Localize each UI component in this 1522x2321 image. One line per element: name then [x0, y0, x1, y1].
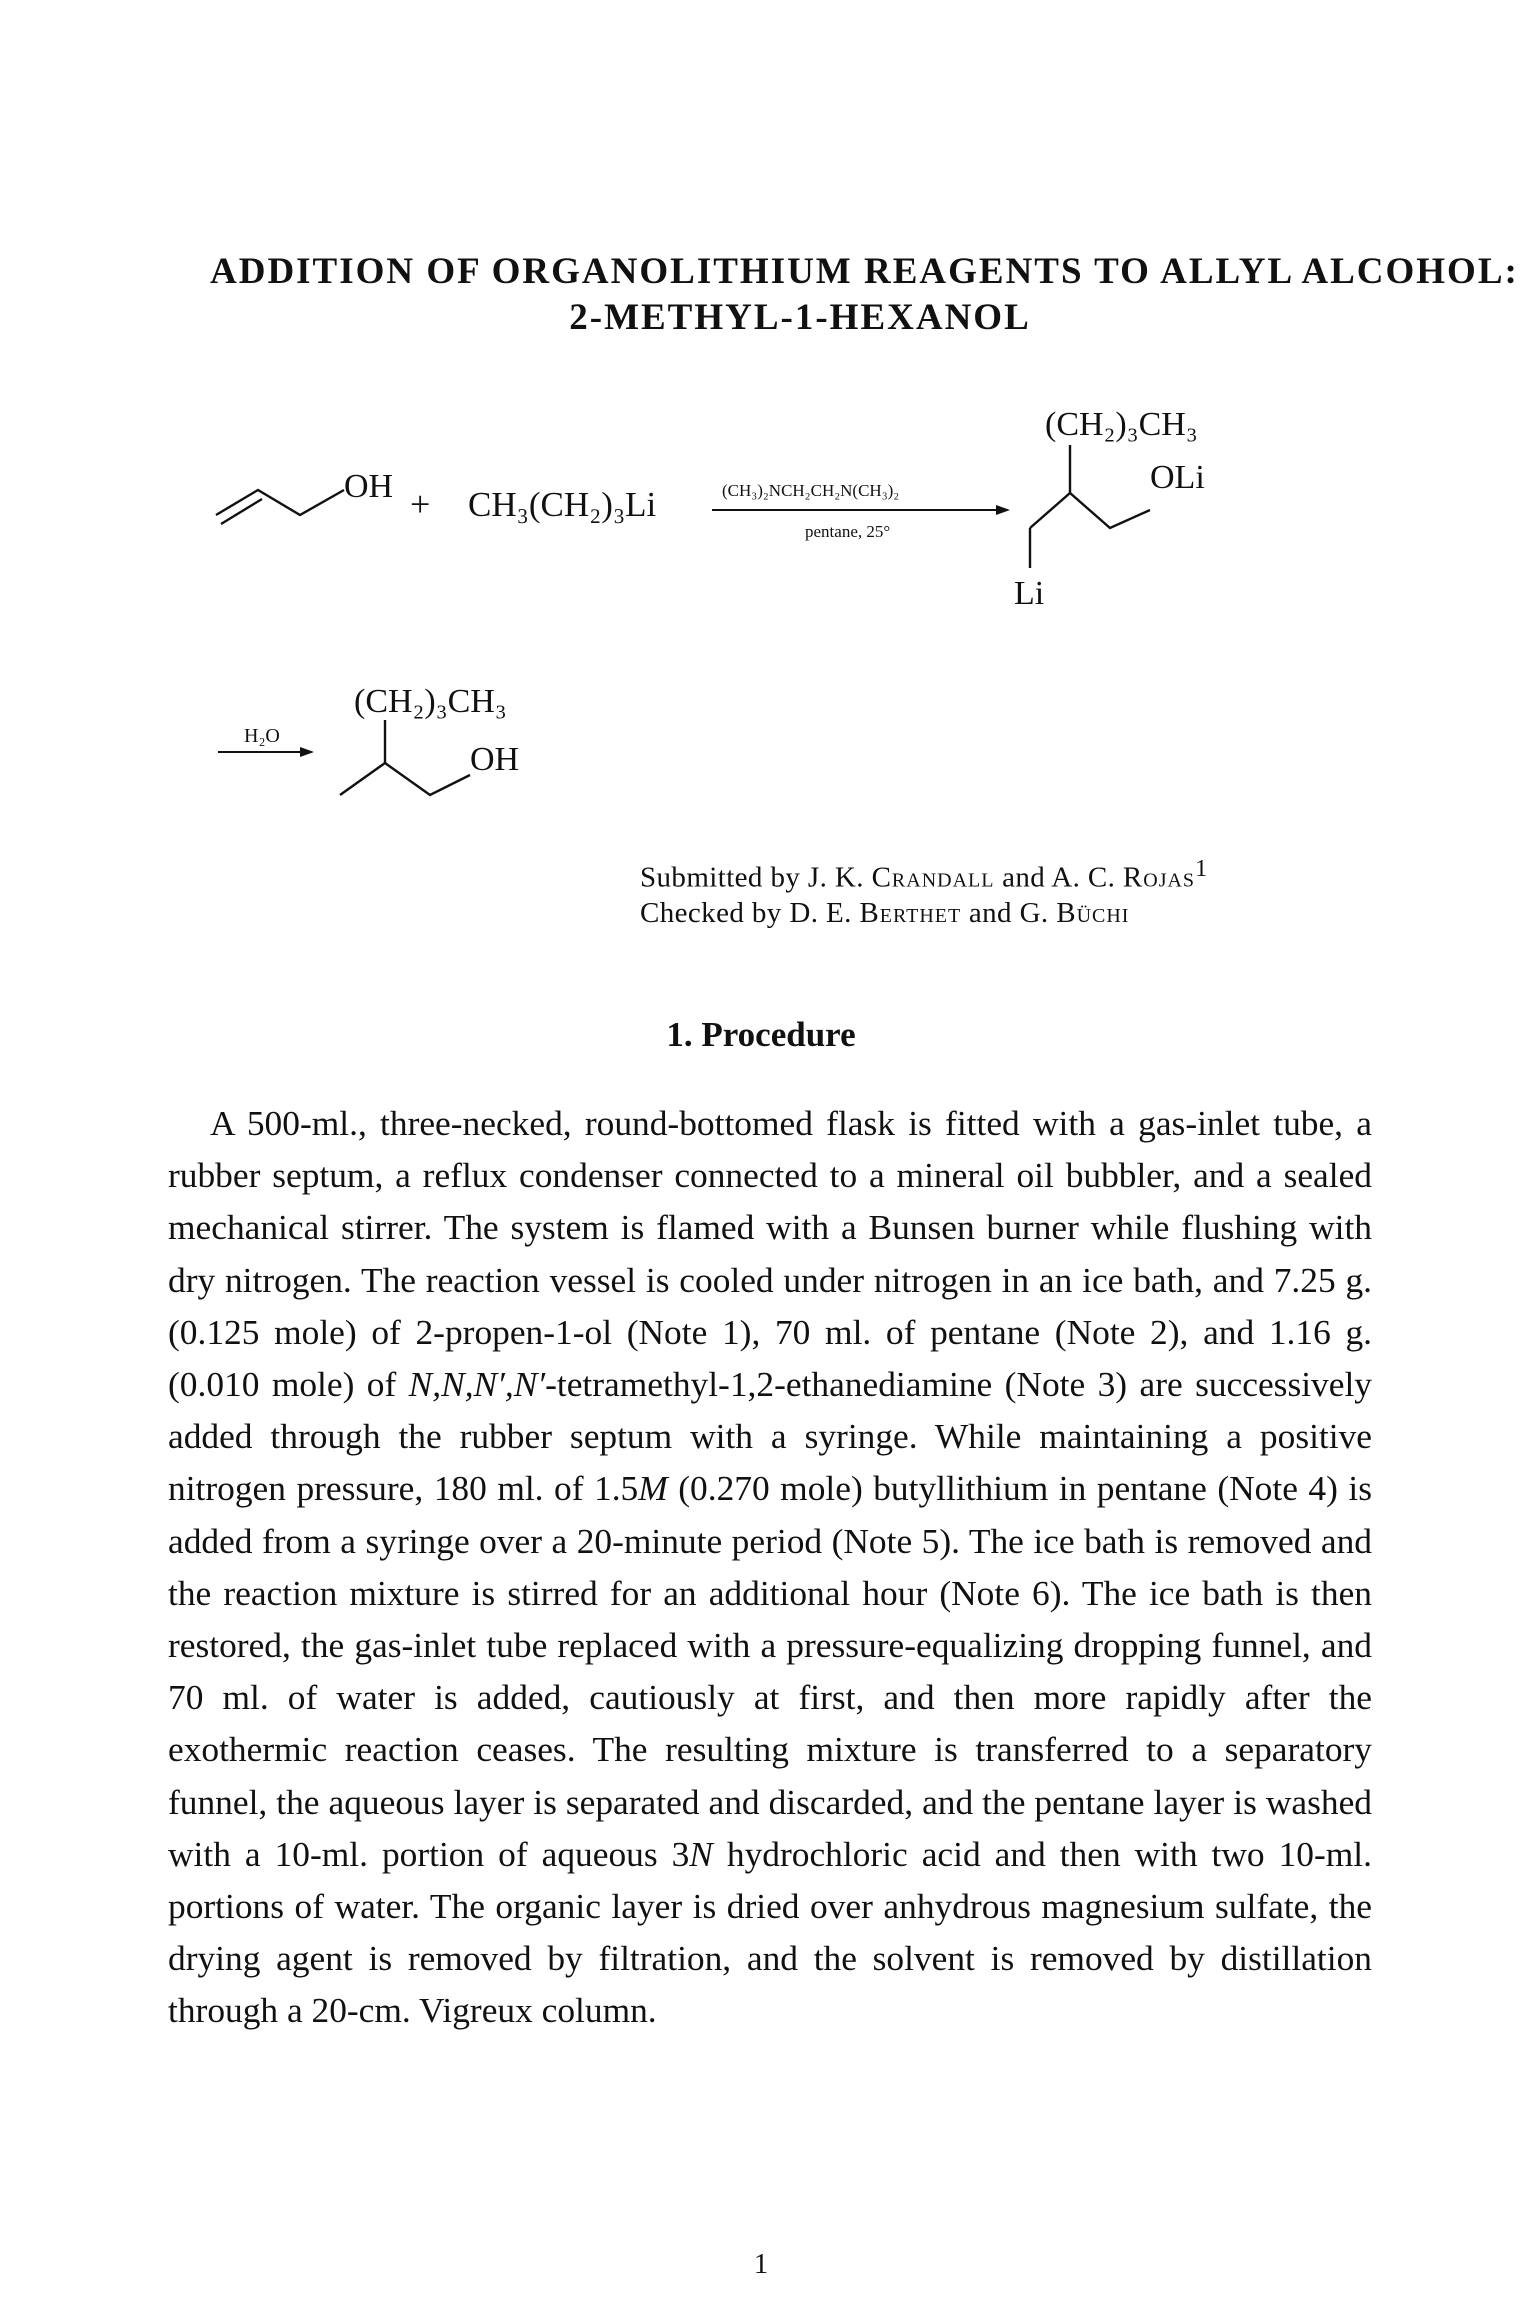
reaction-arrow-1 — [712, 481, 1010, 541]
allyl-oh-label: OH — [344, 468, 394, 505]
intermediate-bonds — [1030, 493, 1150, 528]
plus-sign: + — [410, 484, 431, 524]
procedure-text — [168, 1097, 1372, 2037]
intermediate-oli-label: OLi — [1150, 459, 1205, 496]
procedure-italic-molar: M — [638, 1468, 668, 1509]
product-oh-label: OH — [470, 741, 520, 778]
arrow-2-head — [300, 747, 314, 757]
allyl-double-bond — [221, 499, 262, 524]
hydrolysis-reagent: H₂O — [244, 725, 280, 747]
procedure-span-1: A 500-ml., three-necked, round-bottomed flask is fitted with a gas-inlet tube, a rubber septum, a reflux condenser connected to a mineral oil bubbler, and a sealed mechanical stirrer. The system is flamed with a Bunsen burner while flushing with dry nitrogen. The reaction vessel is cooled under nitrogen in an ice bath, and 7.25 g. (0.125 mole) of 2-propen-1-ol (Note 1), 70 ml. of pentane (Note 2), and 1.16 g. (0.010 mole) of — [168, 1103, 1372, 1405]
procedure-italic-normal: N — [689, 1833, 713, 1874]
dilithio-intermediate-structure — [1014, 406, 1205, 612]
intermediate-chain-label: (CH₂)₃CH₃ — [1045, 406, 1198, 443]
page-number: 1 — [753, 2248, 769, 2280]
title-line-1: ADDITION OF ORGANOLITHIUM REAGENTS TO ALLYL ALCOHOL: — [210, 251, 1519, 292]
reaction-scheme — [0, 0, 1522, 850]
section-heading: 1. Procedure — [666, 1015, 856, 1054]
arrow-1-head — [996, 505, 1010, 515]
footnote-marker: 1 — [1195, 855, 1208, 882]
product-structure — [340, 683, 519, 795]
submitted-by-line — [640, 855, 1208, 895]
conditions-diamine: (CH₃)₂NCH₂CH₂N(CH₃)₂ — [722, 481, 900, 500]
product-bonds — [340, 763, 470, 795]
submitted-mid: and A. C. — [994, 861, 1123, 894]
checked-mid: and G. — [961, 897, 1057, 929]
conditions-solvent: pentane, 25° — [805, 522, 891, 541]
checked-prefix: Checked by D. E. — [640, 897, 860, 929]
procedure-italic-nnnn: N,N,N′,N′ — [408, 1364, 546, 1405]
author-rojas: Rojas — [1122, 861, 1196, 894]
procedure-span-2: -tetramethyl-1,2-ethanediamine (Note 3) are successively added through the rubber septum with a syringe. While maintaining a positive nitrogen pressure, 180 ml. of 1.5 — [168, 1364, 1372, 1509]
butyllithium-formula: CH₃(CH₂)₃Li — [468, 485, 657, 524]
checker-berthet: Berthet — [859, 897, 962, 929]
intermediate-li-label: Li — [1014, 575, 1045, 612]
checked-by-line — [640, 897, 1129, 930]
author-crandall: Crandall — [871, 861, 995, 894]
allyl-bonds — [216, 490, 344, 515]
checker-buchi: Büchi — [1056, 897, 1130, 929]
procedure-paragraph — [168, 1097, 1372, 2037]
title-line-2: 2-METHYL-1-HEXANOL — [569, 297, 1031, 338]
procedure-span-4: hydrochloric acid and then with two 10-ml. portions of water. The organic layer is dried over anhydrous magnesium sulfate, the drying agent is removed by filtration, and the solvent is removed by distillation through a 20-cm. Vigreux column. — [168, 1833, 1372, 2031]
procedure-span-3: (0.270 mole) butyllithium in pentane (Note 4) is added from a syringe over a 20-minute period (Note 5). The ice bath is removed and the reaction mixture is stirred for an additional hour (Note 6). The ice bath is then restored, the gas-inlet tube replaced with a pressure-equalizing dropping funnel, and 70 ml. of water is added, cautiously at first, and then more rapidly after the exothermic reaction ceases. The resulting mixture is transferred to a separatory funnel, the aqueous layer is separated and discarded, and the pentane layer is washed with a 10-ml. portion of aqueous 3 — [168, 1468, 1373, 1874]
product-chain-label: (CH₂)₃CH₃ — [354, 683, 507, 720]
reaction-arrow-2 — [218, 725, 314, 757]
submitted-prefix: Submitted by J. K. — [640, 861, 872, 894]
allyl-alcohol-structure — [216, 468, 393, 524]
